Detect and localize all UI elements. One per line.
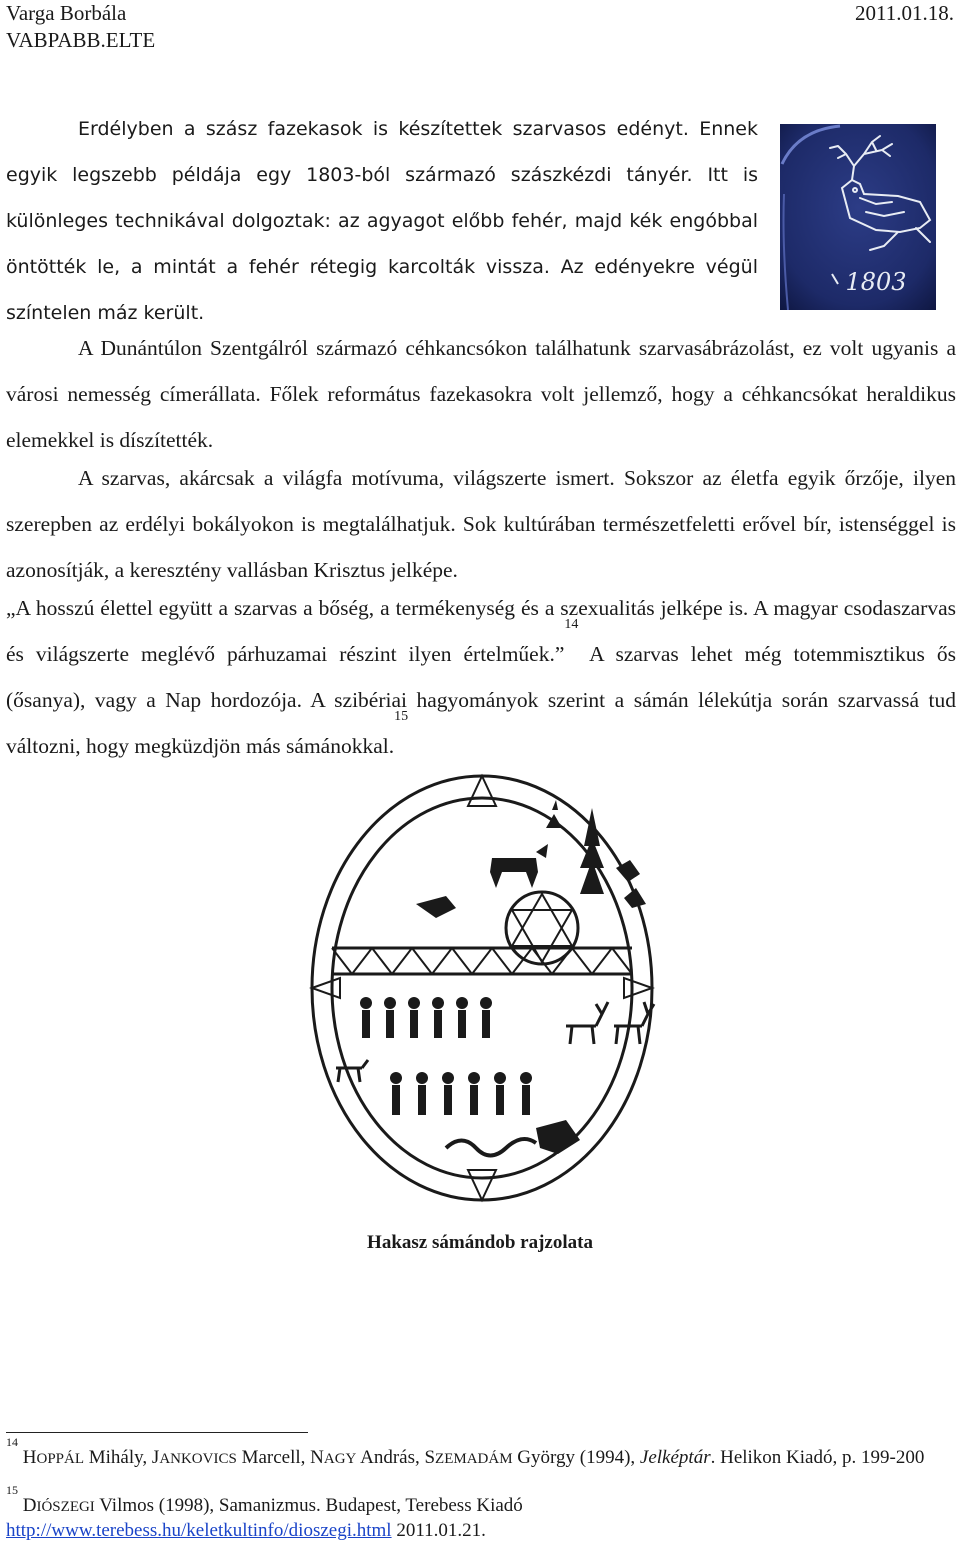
author-surname: ANKOVICS	[159, 1451, 237, 1467]
footnote-15	[6, 1483, 956, 1543]
sun-star	[512, 894, 572, 962]
upper-figures	[416, 800, 646, 918]
author-surname: ZEMADÁM	[435, 1451, 513, 1467]
paragraph-deer-motif	[6, 455, 956, 593]
author-given: Mihály,	[84, 1447, 152, 1468]
access-date: 2011.01.21.	[391, 1520, 486, 1541]
deer-plate-image	[780, 124, 936, 310]
author-given: György (1994),	[512, 1447, 640, 1468]
shaman-drum-drawing	[296, 748, 668, 1213]
footnote-ref-15[interactable]: 15	[394, 709, 409, 724]
footnote-14	[6, 1435, 956, 1471]
rim-triangles	[312, 776, 652, 1200]
author-given: Marcell,	[236, 1447, 311, 1468]
author-name: Varga Borbála	[6, 1, 127, 25]
paragraph-szentgal	[6, 325, 956, 463]
page-header-left	[6, 0, 155, 54]
book-title: Jelképtár	[639, 1447, 711, 1468]
paragraph-symbolism	[6, 585, 956, 769]
paragraph-text: A szarvas lehet még totemmisztikus ős (ősanya), vagy a Nap hordozója. A szibériai hagyományok szerint a sámán lélekútja során szarvassá tud változni, hogy megküzdjön más sámánokkal.	[6, 642, 956, 758]
author-surname: IÓSZEGI	[36, 1499, 95, 1515]
footnote-number: 15	[6, 1483, 18, 1497]
snake	[446, 1139, 536, 1156]
institution-code: VABPABB.ELTE	[6, 28, 156, 52]
author-initial: S	[424, 1447, 436, 1468]
publication-info: . Helikon Kiadó, p. 199-200	[710, 1447, 925, 1468]
author-given: András,	[356, 1447, 425, 1468]
paragraph-text: A Dunántúlon Szentgálról származó céhkancsókon találhatunk szarvasábrázolást, ez volt ugyanis a városi nemesség címerállata. Főlek református fazekasokra volt jellemző, hogy a céhkancsókat heraldikus elemekkel is díszítették.	[6, 336, 956, 452]
deer-figures	[336, 1002, 654, 1082]
author-initial: H	[22, 1447, 37, 1468]
band-zigzag	[332, 948, 632, 974]
paragraph-text: A szarvas, akárcsak a világfa motívuma, világszerte ismert. Sokszor az életfa egyik őrzője, ilyen szerepben az erdélyi bokályokon is megtalálhatjuk. Sok kultúrában természetfeletti erővel bír, istenséggel is azonosítják, a keresztény vallásban Krisztus jelképe.	[6, 466, 956, 582]
source-link[interactable]: http://www.terebess.hu/keletkultinfo/dioszegi.html	[6, 1520, 392, 1541]
footnote-ref-14[interactable]: 14	[564, 617, 579, 632]
author-initial: J	[151, 1447, 160, 1468]
header-date: 2011.01.18.	[855, 1, 954, 25]
author-surname: AGY	[323, 1451, 357, 1467]
paragraph-text: Erdélyben a szász fazekasok is készítettek szarvasos edényt. Ennek egyik legszebb példája egy 1803-ból származó szászkézdi tányér. Itt is különleges technikával dolgoztak: az agyagot előbb fehér, majd kék engóbbal öntötték le, a mintát a fehér rétegig karcolták vissza. Az edényekre végül színtelen máz került.	[6, 118, 758, 324]
author-initial: D	[22, 1495, 37, 1516]
quote-text: „A hosszú élettel együtt a szarvas a bőség, a termékenység és a szexualitás jelképe is. A magyar csodaszarvas és világszerte meglévő párhuzamai részint ilyen értelműek.”	[6, 596, 956, 666]
footnote-number: 14	[6, 1435, 18, 1449]
footnote-separator	[6, 1432, 308, 1433]
sun-circle	[506, 892, 578, 964]
author-initial: N	[310, 1447, 324, 1468]
plate-year: 1803	[845, 268, 907, 296]
drum-outer-rim	[312, 776, 652, 1200]
figure-caption: Hakasz sámándob rajzolata	[367, 1232, 593, 1253]
publication-info: Vilmos (1998), Samanizmus. Budapest, Terebess Kiadó	[94, 1495, 523, 1516]
author-surname: OPPÁL	[36, 1451, 84, 1467]
dancing-figures	[360, 997, 580, 1154]
paragraph-saxon-potters	[6, 106, 758, 336]
